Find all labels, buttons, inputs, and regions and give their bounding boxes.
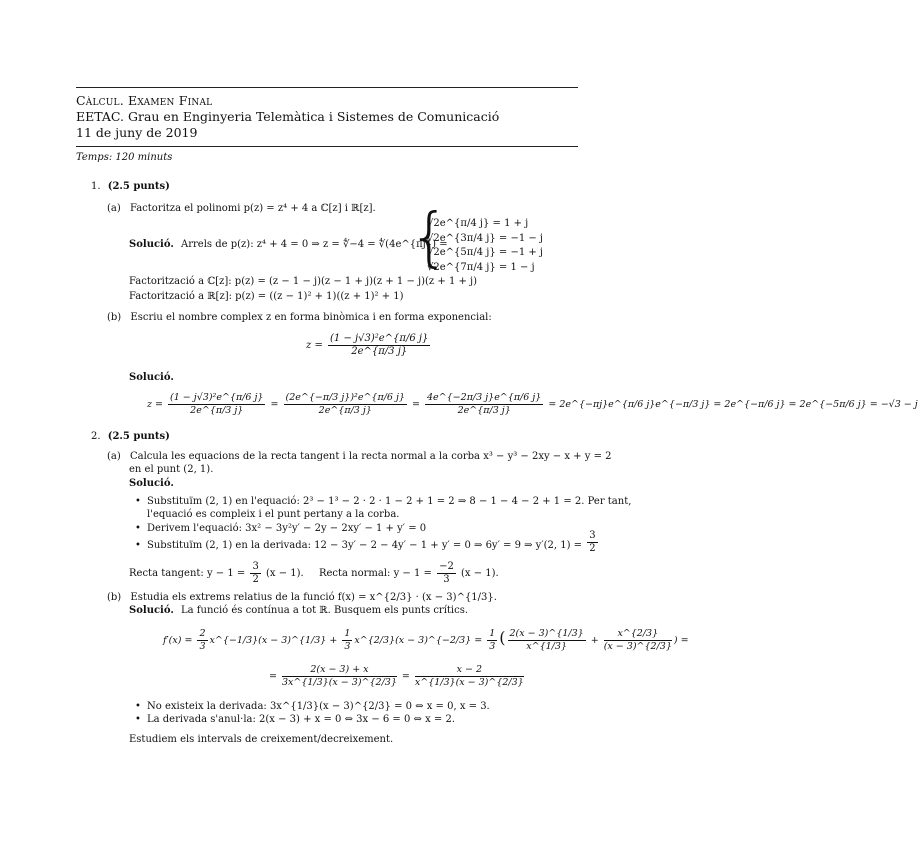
sol1b-frac-1-num: (1 − j√3)²e^{π/6 j} (170, 392, 264, 403)
solution-2b-line (129, 604, 468, 617)
problem-1b-equation (306, 333, 432, 358)
problem-2a-label: (a) (107, 451, 121, 462)
deriv-frac-4-den: x^{1/3} (526, 641, 567, 652)
sol1b-lhs: z = (147, 399, 163, 410)
deriv-frac-1-den: 3 (199, 641, 206, 652)
solution-2a-label: Solució. (129, 478, 174, 489)
sol1b-frac-2-num: (2e^{−π/3 j})²e^{π/6 j} (285, 392, 405, 403)
deriv-frac-2 (342, 628, 352, 653)
deriv-frac-5-num: x^{2/3} (604, 628, 672, 641)
deriv-frac-4-num: 2(x − 3)^{1/3} (509, 628, 584, 639)
root-3: √2e^{5π/4 j} = −1 + j (427, 247, 544, 258)
tangent-label: Recta tangent: y − 1 = (129, 568, 246, 579)
deriv2-num: 2(x − 3) + x (282, 664, 397, 677)
sol1b-frac-3-den: 2e^{π/3 j} (457, 405, 511, 416)
final-sentence: Estudiem els intervals de creixement/decreixement. (129, 734, 394, 745)
eq-fraction (328, 333, 430, 358)
problem-1-points: (2.5 punts) (107, 181, 170, 192)
deriv-frac-1 (197, 628, 207, 653)
y-prime-fraction (587, 530, 597, 555)
deriv-frac-5-den: (x − 3)^{2/3} (603, 641, 672, 652)
derivative-equation: f′(x) = $\frac{2}{3}$ x^{−1/3}(x − 3)^{1/3} + $\frac{1}{3}$ x^{2/3}(x − 3)^{−2/3} = $\frac{1}{3}$ ( $\frac{2(x - 3)\^{}\{1/3\}}{x\^{}\{1/3\}}$ + $\frac{x\^{}\{2/3\}}{(x - 3)\^{}\{2/3\}}$ ) = (163, 628, 689, 652)
deriv-frac-1-num: 2 (199, 628, 206, 639)
problem-1b-label: (b) (107, 312, 122, 323)
problem-2-number: 2. (91, 431, 101, 442)
deriv-frac-3 (487, 628, 497, 653)
tangent-rest: (x − 1). (266, 568, 304, 579)
solution-1a-label: Solució. (129, 239, 174, 250)
tangent-normal-line (129, 561, 499, 586)
problem-2a-statement (107, 450, 612, 463)
problem-1b-text: Escriu el nombre complex z en forma binòmica i en forma exponencial: (130, 312, 492, 323)
deriv-frac-2-num: 1 (344, 628, 351, 639)
problem-1-number: 1. (91, 181, 101, 192)
solution-2b-text: La funció és contínua a tot ℝ. Busquem els punts crítics. (181, 605, 469, 616)
derivative-simplified: = $\frac{2(x - 3) + x}{3x\^{}\{1/3\}(x - 3)\^{}\{2/3\}}$ = $\frac{x - 2}{x\^{}\{1/3\}(x - 3)\^{}\{2/3\}}$ (269, 664, 524, 688)
sol1b-frac-2 (284, 392, 407, 417)
bullet-2b-1: • No existeix la derivada: 3x^{1/3}(x − 3)^{2/3} = 0 ⇔ x = 0, x = 3. (135, 701, 490, 712)
bullet-2b-2-text: La derivada s'anul·la: 2(x − 3) + x = 0 ⇔ 3x − 6 = 0 ⇔ x = 2. (147, 714, 456, 725)
solution-2b-label: Solució. (129, 605, 174, 616)
problem-2b-text: Estudia els extrems relatius de la funció f(x) = x^{2/3} · (x − 3)^{1/3}. (130, 592, 497, 603)
exam-title: Càlcul. Examen Final (76, 93, 213, 108)
deriv3-num: x − 2 (415, 664, 524, 677)
sol1b-eq-2: = (412, 399, 420, 410)
problem-2b-statement (107, 591, 497, 604)
problem-1a-text: Factoritza el polinomi p(z) = z⁴ + 4 a ℂ[z] i ℝ[z]. (129, 203, 376, 214)
solution-1a-roots-eq: Arrels de p(z): z⁴ + 4 = 0 ⇒ z = ∜−4 = ∜(4e^{πj}) = (181, 239, 448, 250)
bullet-2b-2: • La derivada s'anul·la: 2(x − 3) + x = 0 ⇔ 3x − 6 = 0 ⇔ x = 2. (135, 714, 456, 725)
normal-label: Recta normal: y − 1 = (318, 568, 432, 579)
deriv-frac-3-num: 1 (489, 628, 496, 639)
deriv-frac-2-den: 3 (344, 641, 351, 652)
eq-numerator: (1 − j√3)²e^{π/6 j} (330, 333, 429, 344)
deriv3-den: x^{1/3}(x − 3)^{2/3} (414, 677, 524, 688)
bullet-2a-2: • Derivem l'equació: 3x² − 3y²y′ − 2y − 2xy′ − 1 + y′ = 0 (135, 523, 427, 534)
bullet-2a-1-cont: l'equació es compleix i el punt pertany a la corba. (147, 509, 400, 520)
bullet-2a-2-text: Derivem l'equació: 3x² − 3y²y′ − 2y − 2xy′ − 1 + y′ = 0 (147, 523, 427, 534)
bullet-2a-3-text: Substituïm (2, 1) en la derivada: 12 − 3y′ − 2 − 4y′ − 1 + y′ = 0 ⇒ 6y′ = 9 ⇒ y′(2, 1) = (147, 540, 583, 551)
mid-rule (76, 146, 578, 147)
normal-fraction (437, 561, 456, 586)
problem-1a-label: (a) (107, 203, 121, 214)
problem-2-points: (2.5 punts) (107, 431, 170, 442)
eq-lhs: z = (306, 340, 323, 351)
root-2: √2e^{3π/4 j} = −1 − j (427, 233, 544, 244)
root-1: √2e^{π/4 j} = 1 + j (427, 218, 529, 229)
factorization-real: Factorització a ℝ[z]: p(z) = ((z − 1)² + 1)((z + 1)² + 1) (129, 291, 404, 302)
deriv-frac-3-den: 3 (489, 641, 496, 652)
sol1b-tail: = 2e^{−πj}e^{π/6 j}e^{−π/3 j} = 2e^{−π/6 j} = 2e^{−5π/6 j} = −√3 − j (548, 399, 918, 410)
bullet-2a-1-text: Substituïm (2, 1) en l'equació: 2³ − 1³ − 2 · 2 · 1 − 2 + 1 = 2 ⇒ 8 − 1 − 4 − 2 + 1 = 2. Per tant, (147, 496, 632, 507)
deriv-term-2: x^{2/3}(x − 3)^{−2/3} = (354, 635, 483, 646)
solution-1b-label: Solució. (129, 372, 174, 383)
sol1b-frac-3-num: 4e^{−2π/3 j}e^{π/6 j} (427, 392, 542, 403)
problem-2-header (91, 430, 170, 443)
normal-rest: (x − 1). (461, 568, 499, 579)
y-prime-num: 3 (589, 530, 596, 541)
problem-2a-text-1: Calcula les equacions de la recta tangent i la recta normal a la corba x³ − y³ − 2xy − x + y = 2 (129, 451, 612, 462)
bullet-2a-1: • Substituïm (2, 1) en l'equació: 2³ − 1³ − 2 · 2 · 1 − 2 + 1 = 2 ⇒ 8 − 1 − 4 − 2 + 1 = 2. Per tant, (135, 496, 632, 507)
deriv3-frac (415, 664, 524, 689)
problem-2b-label: (b) (107, 592, 122, 603)
deriv-frac-5 (604, 628, 672, 653)
y-prime-den: 2 (589, 543, 596, 554)
tangent-num: 3 (252, 561, 259, 572)
eq-denominator: 2e^{π/3 j} (351, 346, 408, 357)
exam-degree: EETAC. Grau en Enginyeria Telemàtica i Sistemes de Comunicació (76, 109, 500, 124)
root-4: √2e^{7π/4 j} = 1 − j (427, 262, 535, 273)
normal-den: 3 (443, 574, 450, 585)
deriv-lhs: f′(x) = (163, 635, 193, 646)
solution-1b-equation (147, 392, 918, 417)
problem-1-header (91, 180, 170, 193)
deriv-term-1: x^{−1/3}(x − 3)^{1/3} + (209, 635, 338, 646)
problem-1a-statement (107, 202, 376, 215)
problem-2a-text-2: en el punt (2, 1). (129, 464, 214, 475)
tangent-den: 2 (252, 574, 259, 585)
problem-1b-statement (107, 311, 492, 324)
roots-brace: { (409, 201, 450, 275)
factorization-complex: Factorització a ℂ[z]: p(z) = (z − 1 − j)(z − 1 + j)(z + 1 − j)(z + 1 + j) (129, 276, 478, 287)
deriv-end: ) = (673, 635, 689, 646)
sol1b-frac-1 (168, 392, 265, 417)
exam-time: Temps: 120 minuts (76, 152, 173, 163)
deriv2-frac (282, 664, 397, 689)
normal-num: −2 (439, 561, 454, 572)
sol1b-eq-1: = (270, 399, 279, 410)
tangent-fraction (250, 561, 260, 586)
sol1b-frac-1-den: 2e^{π/3 j} (190, 405, 244, 416)
solution-1a-line (129, 238, 448, 251)
deriv-frac-4 (508, 628, 586, 653)
bullet-2b-1-text: No existeix la derivada: 3x^{1/3}(x − 3)^{2/3} = 0 ⇔ x = 0, x = 3. (147, 701, 490, 712)
sol1b-frac-2-den: 2e^{π/3 j} (318, 405, 372, 416)
exam-date: 11 de juny de 2019 (76, 125, 198, 140)
deriv2-den: 3x^{1/3}(x − 3)^{2/3} (281, 677, 397, 688)
bullet-2a-3: • Substituïm (2, 1) en la derivada: 12 − 3y′ − 2 − 4y′ − 1 + y′ = 0 ⇒ 6y′ = 9 ⇒ y′(2, 1) = $\frac{3}{2}$ (135, 530, 596, 554)
sol1b-frac-3 (425, 392, 543, 417)
top-rule (76, 87, 578, 88)
